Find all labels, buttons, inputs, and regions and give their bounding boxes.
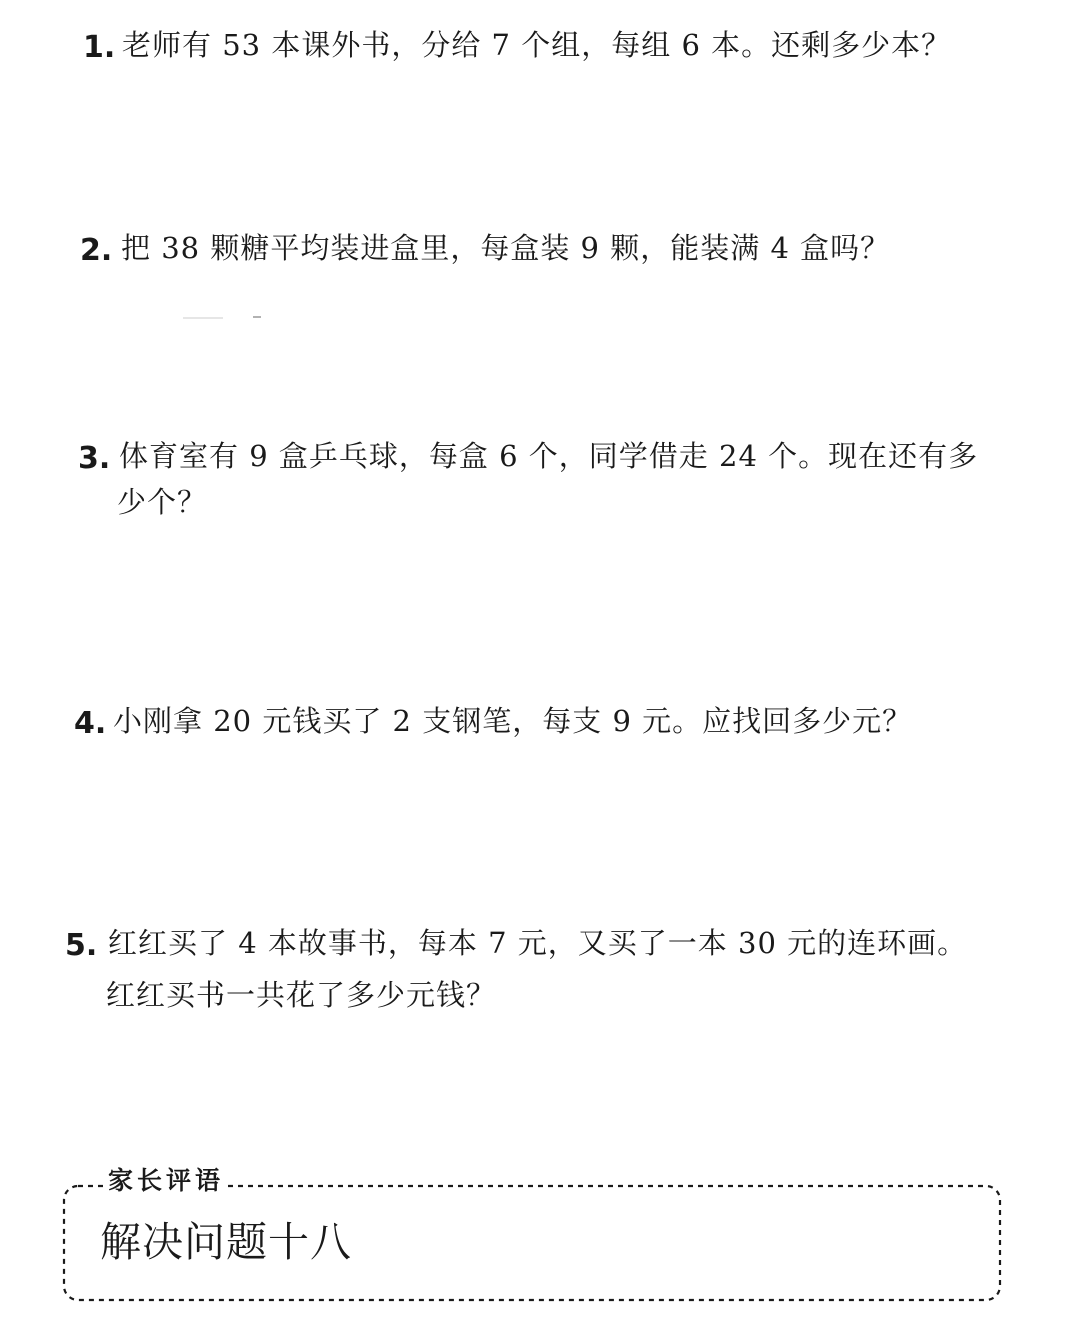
problem-text-continued: 少个？ bbox=[117, 485, 208, 519]
scan-smudge bbox=[183, 316, 263, 320]
problem-number: 1. bbox=[83, 30, 116, 65]
problem-text: 把 38 颗糖平均装进盒里，每盒装 9 颗，能装满 4 盒吗？ bbox=[121, 231, 891, 265]
problem-text: 小刚拿 20 元钱买了 2 支钢笔，每支 9 元。应找回多少元？ bbox=[113, 704, 913, 738]
problem-number: 3. bbox=[78, 441, 111, 476]
problem-number: 4. bbox=[74, 706, 107, 741]
problem-text: 红红买了 4 本故事书，每本 7 元，又买了一本 30 元的连环画。 bbox=[108, 926, 968, 960]
problem-number: 2. bbox=[80, 233, 113, 268]
problem-text: 老师有 53 本课外书，分给 7 个组，每组 6 本。还剩多少本？ bbox=[122, 28, 952, 62]
problem-text: 体育室有 9 盒乒乓球，每盒 6 个，同学借走 24 个。现在还有多 bbox=[119, 439, 979, 473]
parent-comment-label: 家长评语 bbox=[104, 1164, 228, 1198]
problem-text-continued: 红红买书一共花了多少元钱？ bbox=[106, 978, 497, 1012]
problem-number: 5. bbox=[65, 928, 98, 963]
section-title: 解决问题十八 bbox=[100, 1218, 352, 1266]
